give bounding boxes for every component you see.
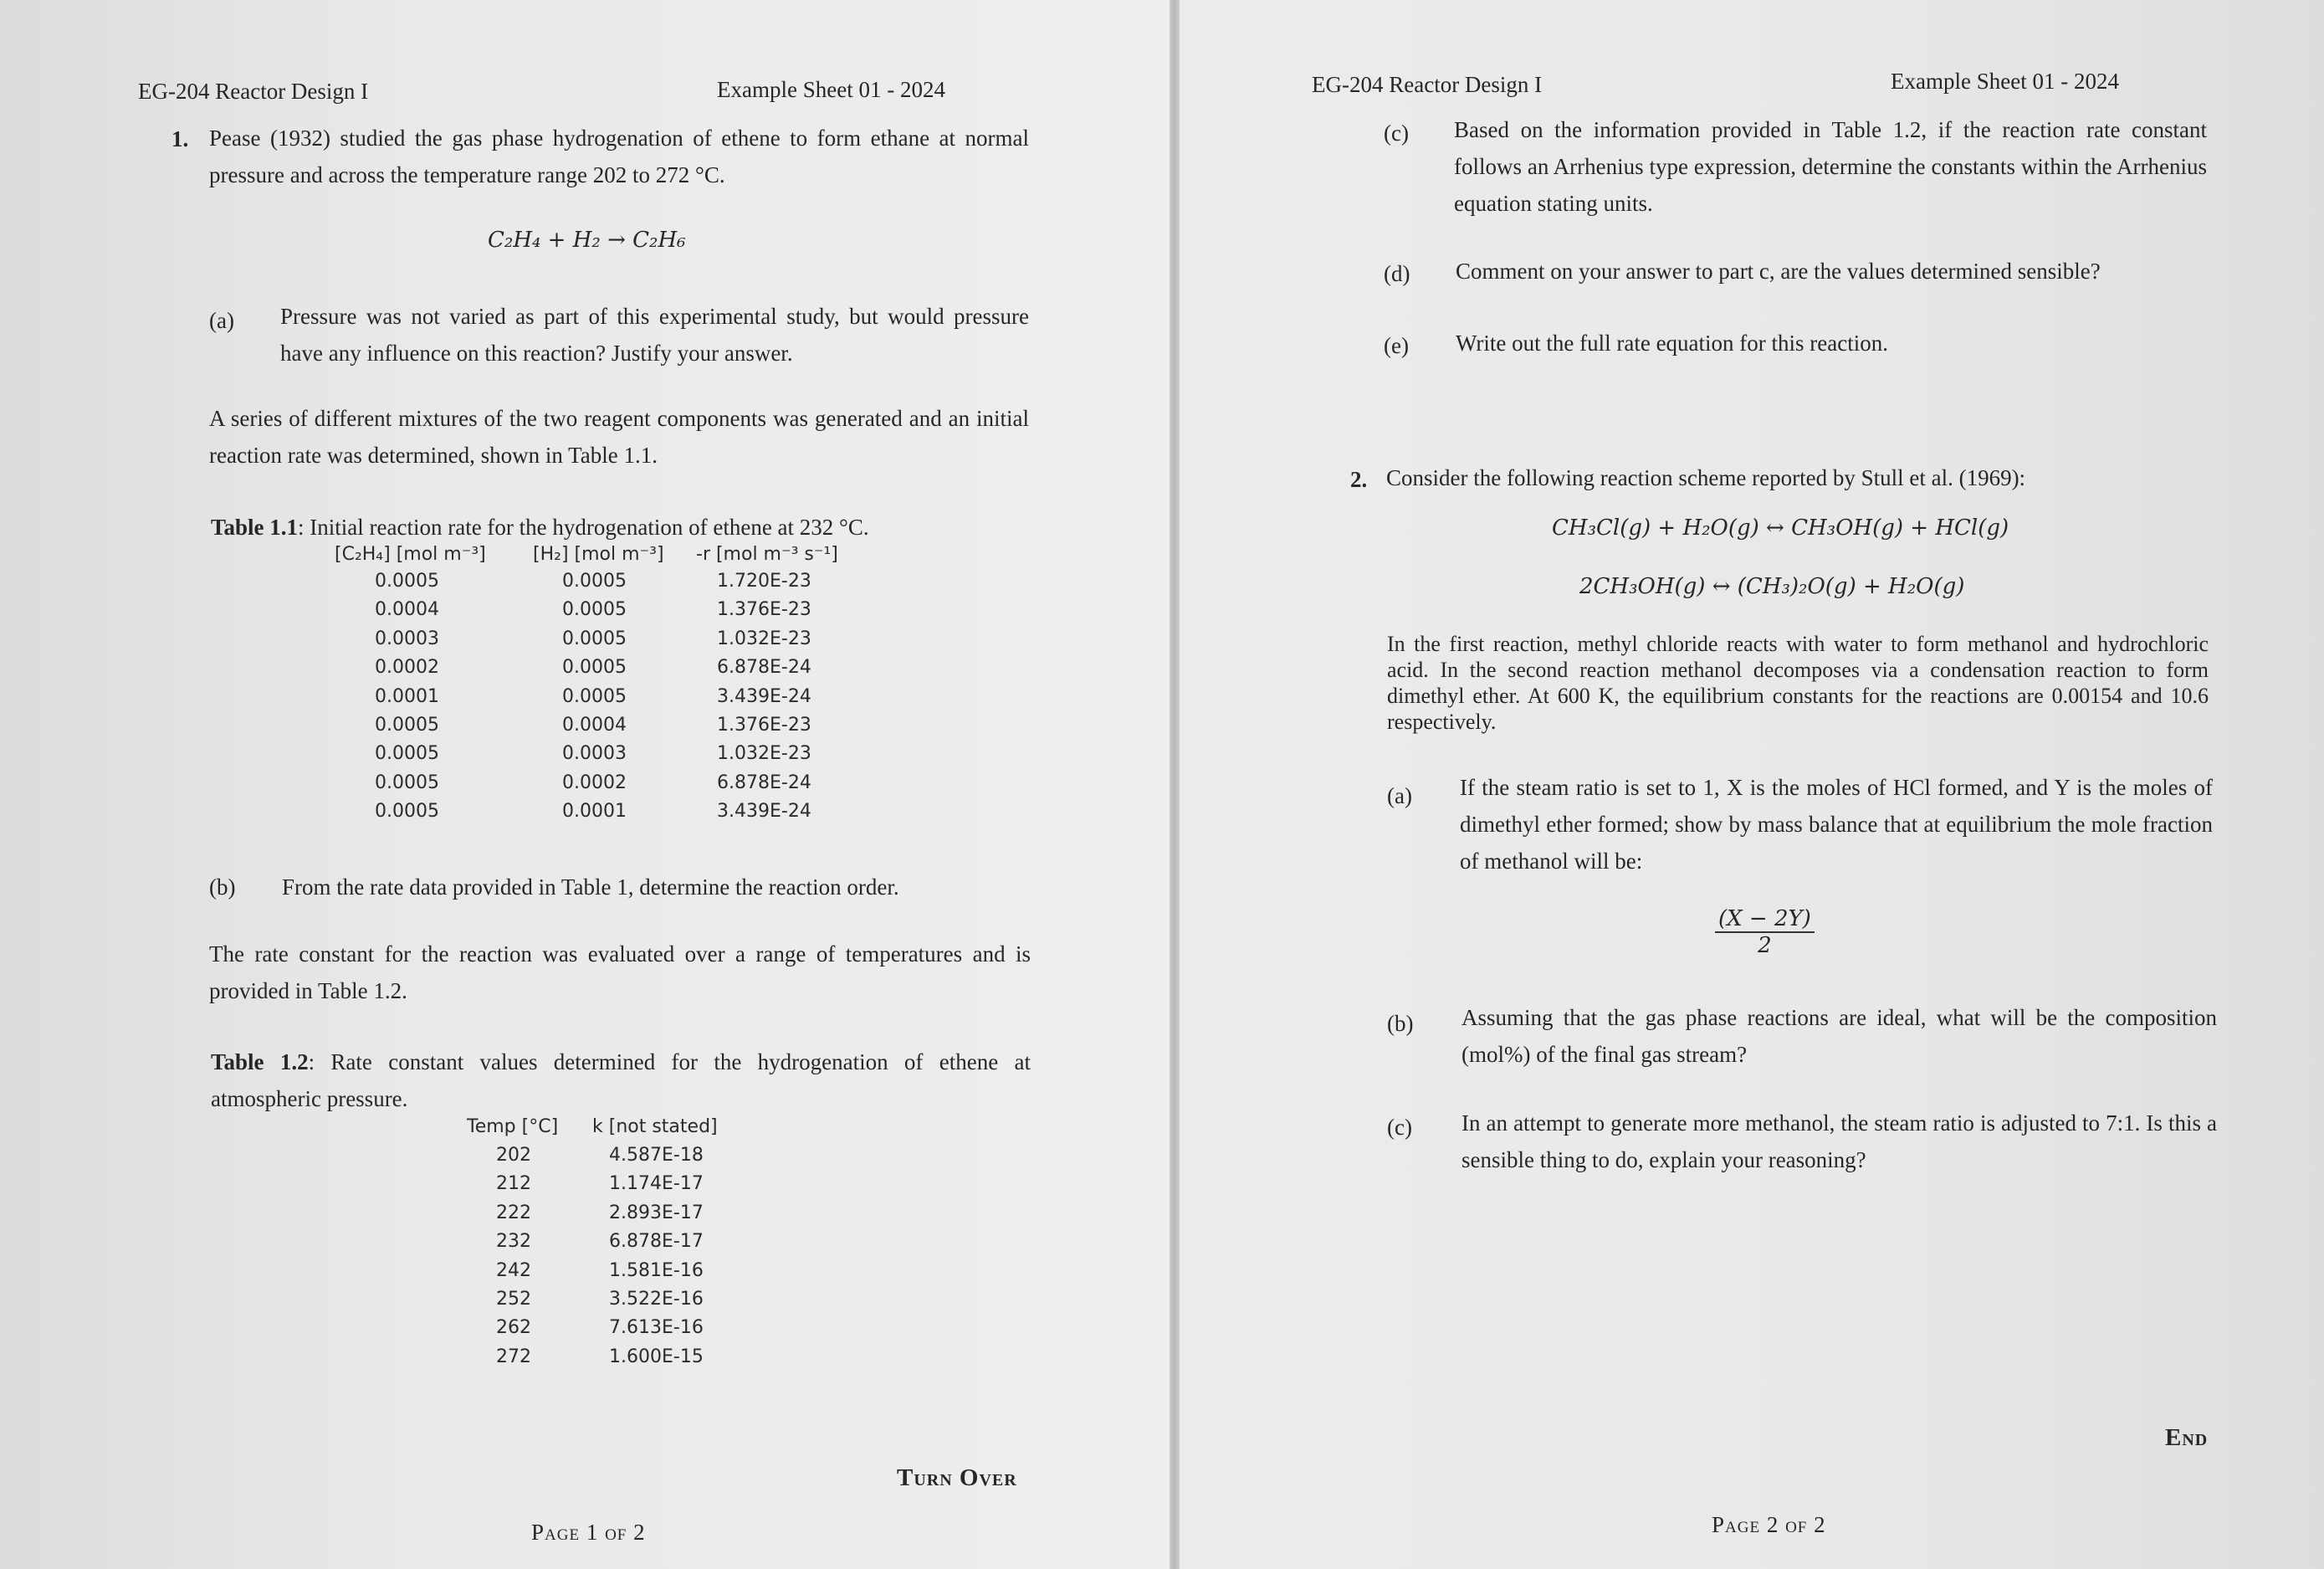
- table-1-1-cell: 6.878E-24: [717, 657, 811, 679]
- question-2-number: 2.: [1350, 467, 1368, 492]
- part-c-label: (c): [1384, 120, 1409, 146]
- table-1-1-header-row: [335, 544, 837, 571]
- table-1-1-cell: 0.0005: [562, 657, 627, 679]
- table-1-1-header: -r [mol m⁻³ s⁻¹]: [696, 544, 838, 565]
- fraction-denominator: 2: [1758, 933, 1772, 958]
- part-b-text: From the rate data provided in Table 1, determine the reaction order.: [282, 874, 899, 900]
- table-1-1-caption: [211, 510, 869, 546]
- table-1-2-header: k [not stated]: [592, 1116, 718, 1137]
- table-1-2-cell: 202: [496, 1145, 531, 1166]
- exam-page-2: [1180, 0, 2324, 1569]
- table-1-1-row: [335, 571, 837, 599]
- page2-header-left: EG-204 Reactor Design I: [1312, 72, 1543, 97]
- q2-part-c-text: In an attempt to generate more methanol, the steam ratio is adjusted to 7:1. Is this a sensible thing to do, explain your reasoning?: [1461, 1110, 2217, 1172]
- table-1-1-cell: 0.0005: [562, 685, 627, 707]
- part-a-text: Pressure was not varied as part of this experimental study, but would pressure have any influence on this reaction? Justify your answer.: [280, 304, 1029, 366]
- table-1-1-cell: 0.0005: [562, 628, 627, 649]
- table-1-2-cell: 4.587E-18: [609, 1145, 704, 1166]
- question-1-number: 1.: [171, 126, 189, 151]
- table-1-1-cell: 0.0001: [375, 685, 439, 707]
- table-1-2-cell: 2.893E-17: [609, 1202, 704, 1223]
- table-1-1-cell: 1.032E-23: [717, 628, 811, 649]
- page1-header-left: EG-204 Reactor Design I: [138, 79, 369, 104]
- table-1-1-cell: 0.0001: [562, 801, 627, 823]
- table-1-2-cell: 222: [496, 1202, 531, 1223]
- table-1-1-cell: 1.376E-23: [717, 599, 811, 621]
- table-1-2-cell: 212: [496, 1173, 531, 1195]
- table-1-1-cell: 6.878E-24: [717, 772, 811, 793]
- table-1-2-caption-label: Table 1.2: [211, 1049, 309, 1074]
- table-1-1-cell: 3.439E-24: [717, 801, 811, 823]
- q2-part-a-label: (a): [1387, 783, 1412, 808]
- table-1-2-row: [467, 1202, 735, 1231]
- page-gutter: [1170, 0, 1180, 1569]
- table-1-2-cell: 3.522E-16: [609, 1288, 704, 1310]
- end-label: End: [2165, 1424, 2209, 1451]
- table-1-2-cell: 1.581E-16: [609, 1259, 704, 1281]
- series-paragraph: A series of different mixtures of the two reagent components was generated and an initial reaction rate was determined, shown in Table 1.1.: [209, 406, 1029, 468]
- part-c-text: Based on the information provided in Table 1.2, if the reaction rate constant follows an Arrhenius type expression, determine the constants within the Arrhenius equation stating units.: [1454, 117, 2207, 216]
- table-1-1-cell: 1.720E-23: [717, 571, 811, 592]
- table-1-1: [335, 544, 837, 830]
- table-1-2-header-row: [467, 1116, 735, 1145]
- table-1-1-cell: 3.439E-24: [717, 685, 811, 707]
- part-e-label: (e): [1384, 333, 1409, 358]
- question-2-intro: Consider the following reaction scheme reported by Stull et al. (1969):: [1386, 465, 2026, 490]
- table-1-1-row: [335, 657, 837, 685]
- question-2-description: In the first reaction, methyl chloride reacts with water to form methanol and hydrochloric acid. In the second reaction methanol decomposes via a condensation reaction to form dimethyl ether. At 600 K, the equilibrium constants for the reactions are 0.00154 and 10.6 respectively.: [1387, 632, 2209, 734]
- table-1-2-cell: 6.878E-17: [609, 1231, 704, 1253]
- part-b-label: (b): [209, 874, 236, 900]
- table-1-1-row: [335, 628, 837, 657]
- table-1-2-row: [467, 1260, 735, 1289]
- table-1-2-row: [467, 1289, 735, 1317]
- part-d-text: Comment on your answer to part c, are the values determined sensible?: [1456, 259, 2101, 284]
- table-1-1-cell: 0.0002: [562, 772, 627, 793]
- table-1-1-cell: 1.376E-23: [717, 714, 811, 736]
- part-e-text: Write out the full rate equation for this reaction.: [1456, 331, 1888, 356]
- table-1-1-cell: 0.0002: [375, 657, 439, 679]
- table-1-2-cell: 1.600E-15: [609, 1346, 704, 1367]
- page2-footer: Page 2 of 2: [1712, 1512, 1826, 1537]
- turn-over-label: Turn Over: [897, 1464, 1017, 1491]
- table-1-2-cell: 232: [496, 1231, 531, 1253]
- question-1-reaction-equation: C₂H₄ + H₂ → C₂H₆: [488, 228, 686, 253]
- page1-footer: Page 1 of 2: [531, 1520, 646, 1545]
- table-1-2-caption: [211, 1043, 1031, 1117]
- part-d-label: (d): [1384, 261, 1410, 286]
- table-1-1-row: [335, 715, 837, 743]
- table-1-2-cell: 1.174E-17: [609, 1173, 704, 1195]
- q2-part-b-text: Assuming that the gas phase reactions are ideal, what will be the composition (mol%) of the final gas stream?: [1461, 1005, 2217, 1067]
- table-1-2-cell: 262: [496, 1317, 531, 1339]
- table-1-1-caption-label: Table 1.1: [211, 515, 299, 540]
- table-1-1-cell: 0.0003: [375, 628, 439, 649]
- table-1-2-header: Temp [°C]: [467, 1116, 559, 1137]
- question-1-intro: Pease (1932) studied the gas phase hydrogenation of ethene to form ethane at normal pressure and across the temperature range 202 to 272 °C.: [209, 126, 1029, 187]
- methanol-mole-fraction: [1715, 906, 1815, 958]
- table-1-1-cell: 0.0005: [375, 801, 439, 823]
- table-1-1-cell: 0.0005: [375, 571, 439, 592]
- table-1-2-cell: 242: [496, 1259, 531, 1281]
- table-1-1-cell: 0.0004: [375, 599, 439, 621]
- table-1-2-cell: 7.613E-16: [609, 1317, 704, 1339]
- table-1-1-row: [335, 686, 837, 715]
- table-1-1-cell: 0.0005: [562, 599, 627, 621]
- table-1-1-row: [335, 743, 837, 772]
- question-2-reaction-2: 2CH₃OH(g) ↔ (CH₃)₂O(g) + H₂O(g): [1579, 574, 1965, 599]
- table-1-2-cell: 252: [496, 1288, 531, 1310]
- table-1-2-row: [467, 1346, 735, 1375]
- part-a-label: (a): [209, 308, 234, 333]
- table-1-2-caption-text: : Rate constant values determined for the hydrogenation of ethene at atmospheric pressure.: [211, 1049, 1031, 1111]
- table-1-1-row: [335, 772, 837, 801]
- table-1-1-caption-text: : Initial reaction rate for the hydrogenation of ethene at 232 °C.: [298, 515, 869, 540]
- q2-part-a-text: If the steam ratio is set to 1, X is the moles of HCl formed, and Y is the moles of dimethyl ether formed; show by mass balance that at equilibrium the mole fraction of methanol will be:: [1460, 775, 2213, 874]
- table-1-1-cell: 0.0005: [375, 772, 439, 793]
- table-1-1-row: [335, 599, 837, 628]
- page2-header-right: Example Sheet 01 - 2024: [1891, 69, 2119, 94]
- fraction-numerator: (X − 2Y): [1715, 906, 1815, 933]
- table-1-2-row: [467, 1231, 735, 1259]
- table-1-1-cell: 0.0005: [375, 743, 439, 765]
- table-1-1-cell: 1.032E-23: [717, 743, 811, 765]
- question-2-reaction-1: CH₃Cl(g) + H₂O(g) ↔ CH₃OH(g) + HCl(g): [1552, 515, 2009, 541]
- page1-header-right: Example Sheet 01 - 2024: [717, 77, 945, 102]
- table-1-2-cell: 272: [496, 1346, 531, 1367]
- table-1-2-row: [467, 1173, 735, 1202]
- table-1-1-cell: 0.0003: [562, 743, 627, 765]
- table-1-2-row: [467, 1317, 735, 1346]
- table-1-1-header: [C₂H₄] [mol m⁻³]: [335, 544, 486, 565]
- table-1-1-row: [335, 801, 837, 829]
- table-1-2-row: [467, 1145, 735, 1173]
- table-1-2: [467, 1116, 735, 1375]
- rate-constant-paragraph: The rate constant for the reaction was evaluated over a range of temperatures and is provided in Table 1.2.: [209, 941, 1031, 1003]
- table-1-1-cell: 0.0005: [375, 714, 439, 736]
- table-1-1-header: [H₂] [mol m⁻³]: [533, 544, 664, 565]
- table-1-1-cell: 0.0005: [562, 571, 627, 592]
- table-1-1-cell: 0.0004: [562, 714, 627, 736]
- q2-part-b-label: (b): [1387, 1011, 1414, 1036]
- q2-part-c-label: (c): [1387, 1115, 1412, 1140]
